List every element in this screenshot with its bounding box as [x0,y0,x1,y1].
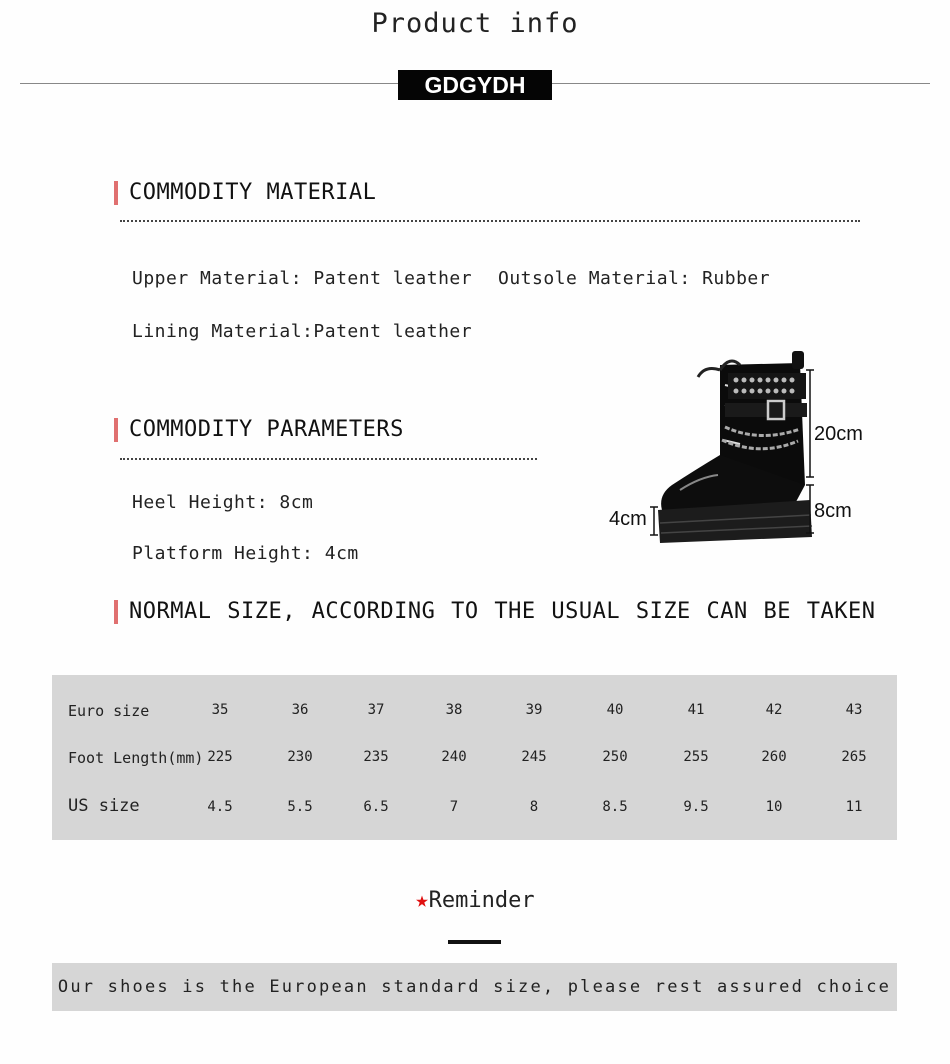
table-cell: 35 [211,702,229,718]
parameters-heading: COMMODITY PARAMETERS [129,417,404,442]
table-cell: 39 [525,702,543,718]
table-row-label: Euro size [68,702,150,720]
section-marker [114,418,118,442]
table-cell: 43 [845,702,863,718]
outsole-material: Outsole Material: Rubber [498,268,771,289]
table-cell: 37 [367,702,385,718]
table-cell: 8.5 [602,799,628,815]
table-row-label: Foot Length(mm) [68,749,204,767]
table-cell: 42 [765,702,783,718]
lining-material: Lining Material:Patent leather [132,321,473,342]
brand-label: GDGYDH [398,70,552,100]
table-cell: 240 [441,749,467,765]
table-cell: 40 [606,702,624,718]
table-cell: 235 [363,749,389,765]
table-cell: 10 [765,799,783,815]
table-cell: 9.5 [683,799,709,815]
table-cell: 230 [287,749,313,765]
table-cell: 6.5 [363,799,389,815]
table-cell: 11 [845,799,863,815]
section-marker [114,600,118,624]
size-table [52,675,897,840]
reminder-heading [0,888,950,913]
section-marker [114,181,118,205]
reminder-title: Reminder [428,888,535,913]
dotted-divider [120,220,860,222]
dotted-divider [120,458,537,460]
platform-height: Platform Height: 4cm [132,543,359,564]
reminder-underline [448,940,501,944]
page-title: Product info [371,8,579,39]
table-cell: 4.5 [207,799,233,815]
table-cell: 245 [521,749,547,765]
heel-height-label: 8cm [814,500,852,522]
upper-material: Upper Material: Patent leather [132,268,473,289]
table-cell: 250 [602,749,628,765]
table-cell: 41 [687,702,705,718]
table-cell: 5.5 [287,799,313,815]
table-row-label: US size [68,796,140,816]
reminder-note: Our shoes is the European standard size, please rest assured choice [57,977,892,997]
material-heading: COMMODITY MATERIAL [129,180,377,205]
table-cell: 7 [449,799,459,815]
table-cell: 265 [841,749,867,765]
table-cell: 260 [761,749,787,765]
shaft-height-label: 20cm [814,423,863,445]
table-cell: 225 [207,749,233,765]
table-cell: 36 [291,702,309,718]
table-cell: 8 [529,799,539,815]
heel-height: Heel Height: 8cm [132,492,314,513]
table-cell: 255 [683,749,709,765]
platform-height-label: 4cm [609,508,647,530]
size-heading: NORMAL SIZE, ACCORDING TO THE USUAL SIZE CAN BE TAKEN [129,599,876,624]
star-icon: ★ [415,888,429,913]
table-cell: 38 [445,702,463,718]
